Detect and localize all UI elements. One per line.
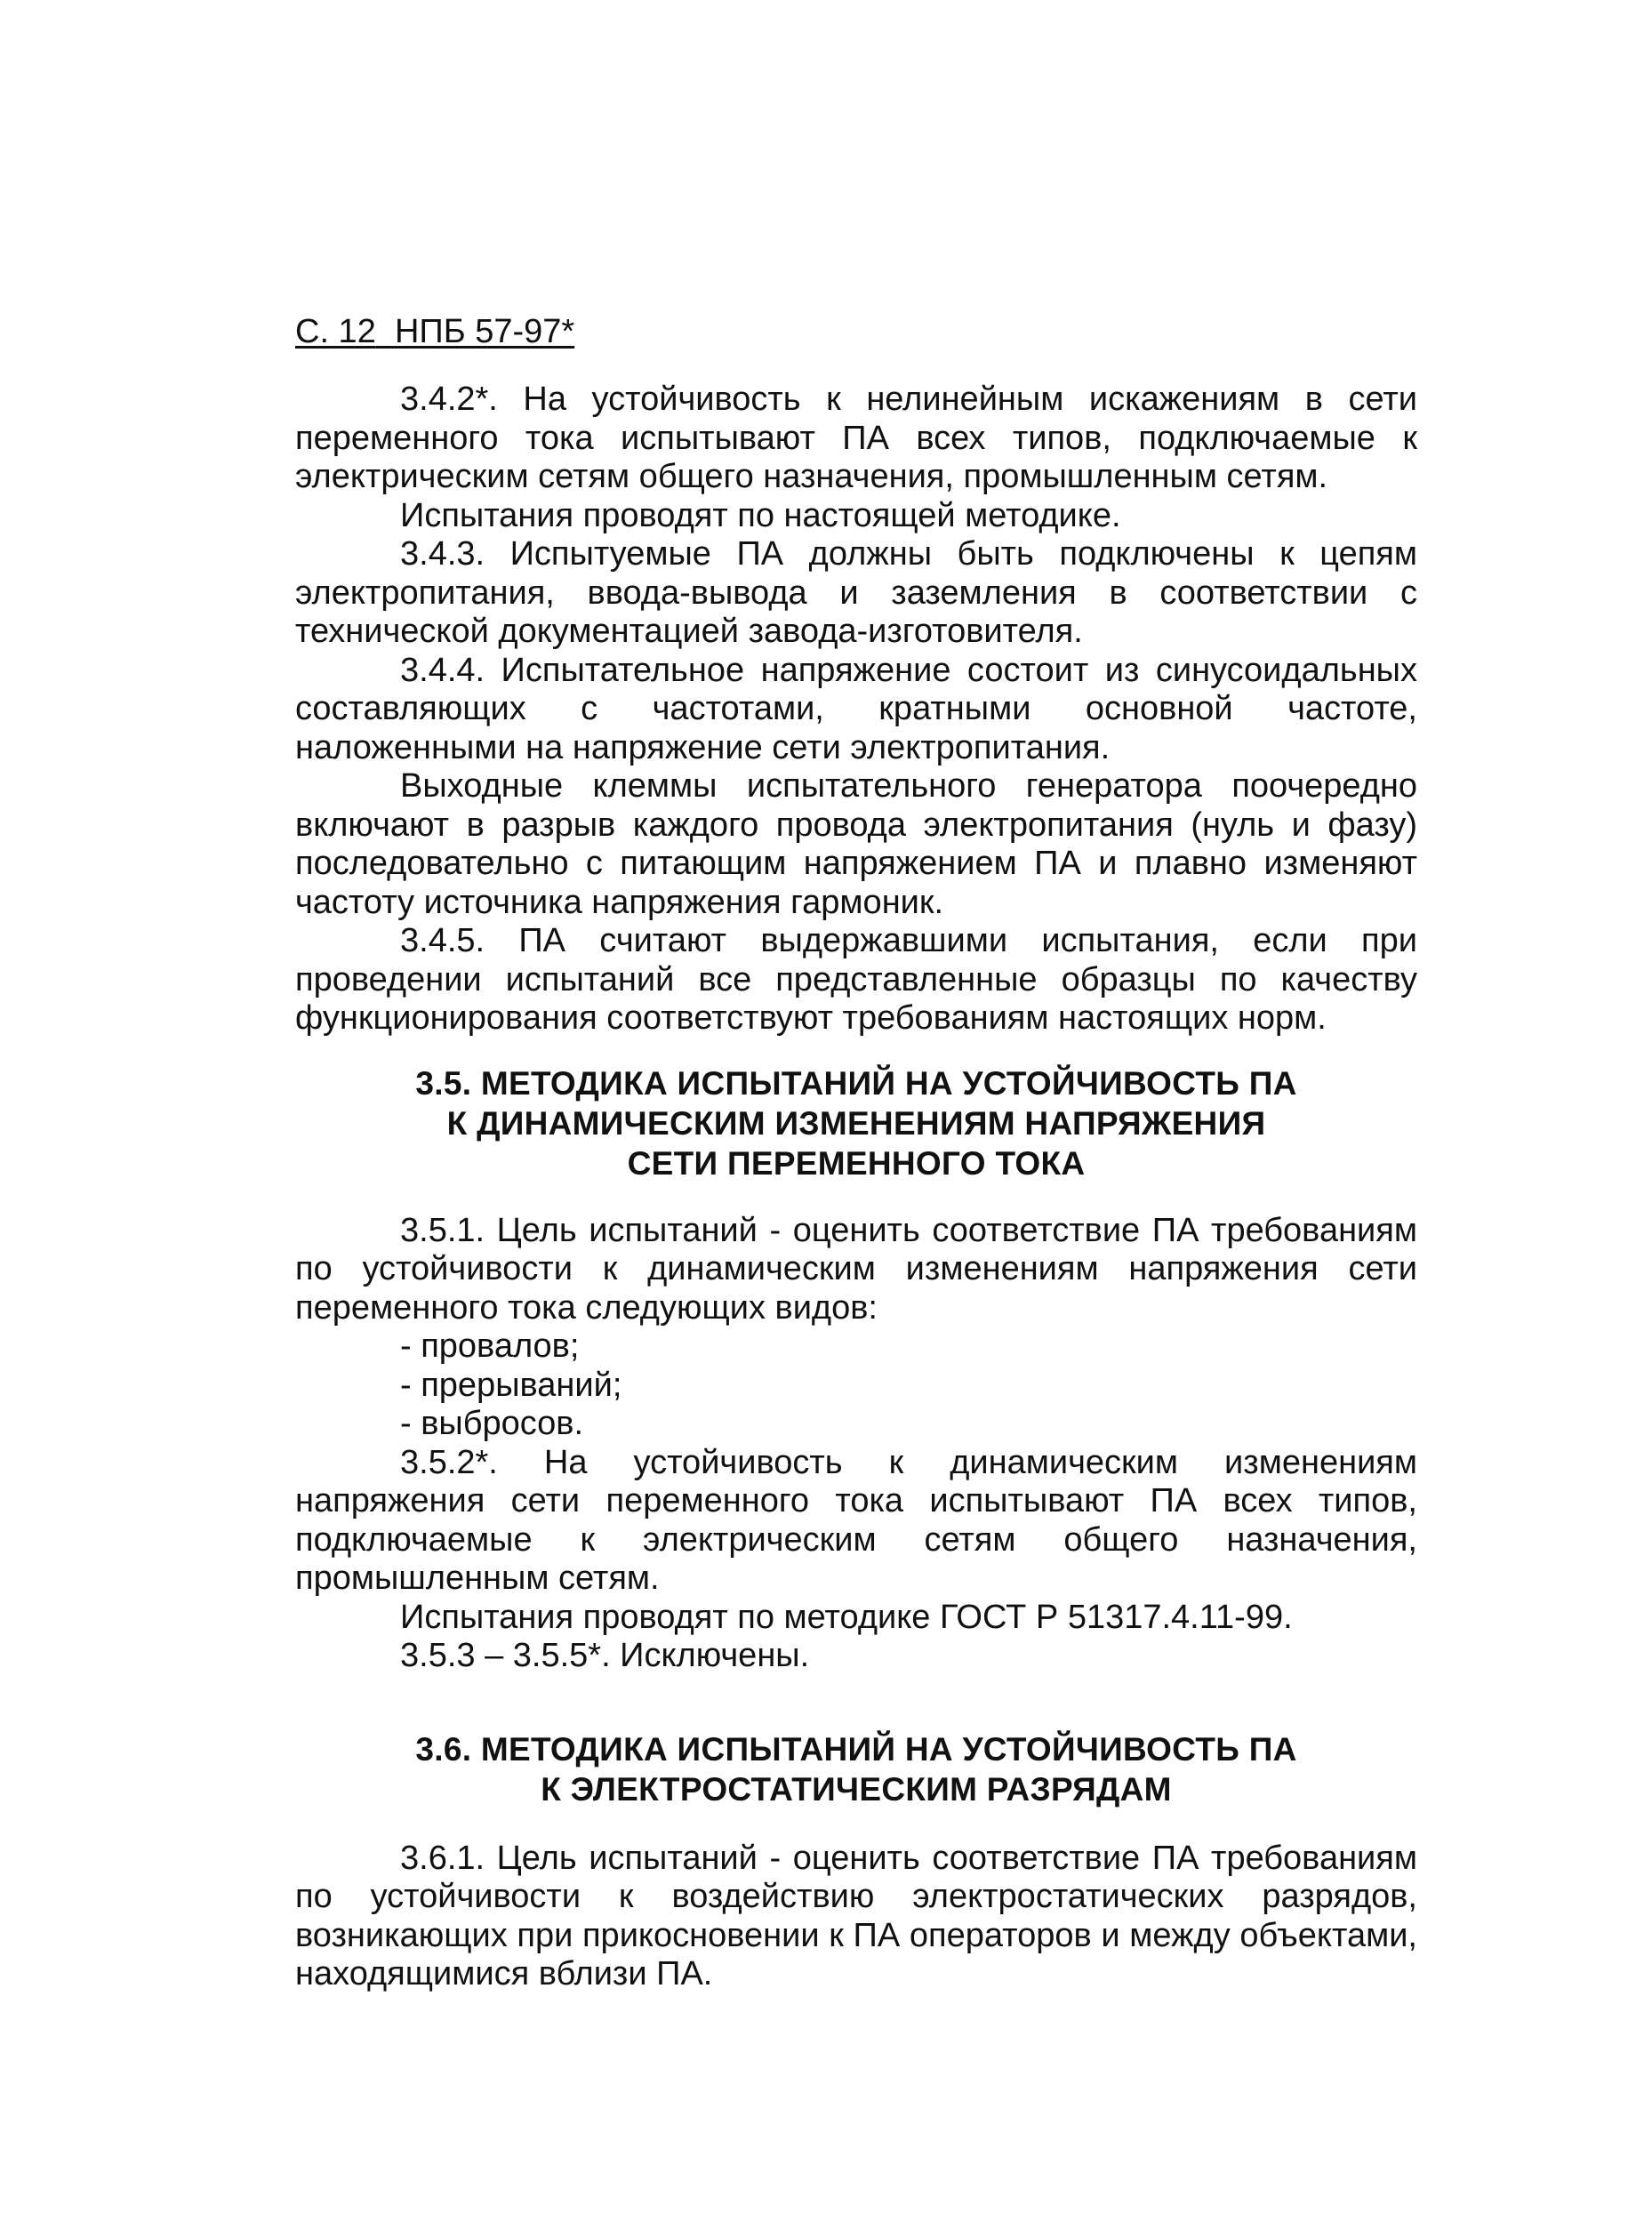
paragraph-3-6-1: 3.6.1. Цель испытаний - оценить соответствие ПА требованиям по устойчивости к воздействию электростатических разрядов, возникающих при прикосновении к ПА операторов и между объектами, находящимися вблизи ПА.	[295, 1839, 1417, 1992]
section-3-5-heading	[295, 1063, 1417, 1183]
heading-line: 3.5. МЕТОДИКА ИСПЫТАНИЙ НА УСТОЙЧИВОСТЬ ПА	[415, 1064, 1297, 1102]
list-item: - выбросов.	[400, 1405, 584, 1442]
running-header	[295, 311, 1417, 352]
heading-line: СЕТИ ПЕРЕМЕННОГО ТОКА	[627, 1144, 1086, 1182]
heading-line: 3.6. МЕТОДИКА ИСПЫТАНИЙ НА УСТОЙЧИВОСТЬ ПА	[415, 1730, 1297, 1768]
paragraph-3-4-4: 3.4.4. Испытательное напряжение состоит из синусоидальных составляющих с частотами, кратными основной частоте, наложенными на напряжение сети электропитания.	[295, 651, 1417, 766]
paragraph-output-terminals: Выходные клеммы испытательного генератора поочередно включают в разрыв каждого провода электропитания (нуль и фазу) последовательно с питающим напряжением ПА и плавно изменяют частоту источника напряжения гармоник.	[295, 767, 1417, 921]
paragraph-excluded: 3.5.3 – 3.5.5*. Исключены.	[400, 1637, 810, 1674]
heading-line: К ЭЛЕКТРОСТАТИЧЕСКИМ РАЗРЯДАМ	[541, 1770, 1172, 1808]
heading-line: К ДИНАМИЧЕСКИМ ИЗМЕНЕНИЯМ НАПРЯЖЕНИЯ	[446, 1104, 1266, 1142]
document-page	[295, 311, 1417, 1994]
page-label: С. 12	[295, 313, 376, 350]
list-item: - провалов;	[400, 1327, 580, 1365]
paragraph-tests-method: Испытания проводят по настоящей методике.	[400, 496, 1121, 534]
list-item: - прерываний;	[400, 1366, 622, 1404]
paragraph-3-4-5: 3.4.5. ПА считают выдержавшими испытания, если при проведении испытаний все представленные образцы по качеству функционирования соответствуют требованиям настоящих норм.	[295, 922, 1417, 1037]
paragraph-3-5-1: 3.5.1. Цель испытаний - оценить соответствие ПА требованиям по устойчивости к динамическим изменениям напряжения сети переменного тока следующих видов:	[295, 1211, 1417, 1327]
paragraph-3-5-2: 3.5.2*. На устойчивость к динамическим изменениям напряжения сети переменного тока испытывают ПА всех типов, подключаемые к электрическим сетям общего назначения, промышленным сетям.	[295, 1443, 1417, 1597]
paragraph-gost-reference: Испытания проводят по методике ГОСТ Р 51317.4.11-99.	[400, 1598, 1293, 1636]
paragraph-3-4-3: 3.4.3. Испытуемые ПА должны быть подключены к цепям электропитания, ввода-вывода и заземления в соответствии с технической документацией завода-изготовителя.	[295, 535, 1417, 650]
paragraph-3-4-2: 3.4.2*. На устойчивость к нелинейным искажениям в сети переменного тока испытывают ПА всех типов, подключаемые к электрическим сетям общего назначения, промышленным сетям.	[295, 381, 1417, 495]
doc-code: НПБ 57-97*	[394, 313, 575, 350]
section-3-6-heading	[295, 1729, 1417, 1809]
